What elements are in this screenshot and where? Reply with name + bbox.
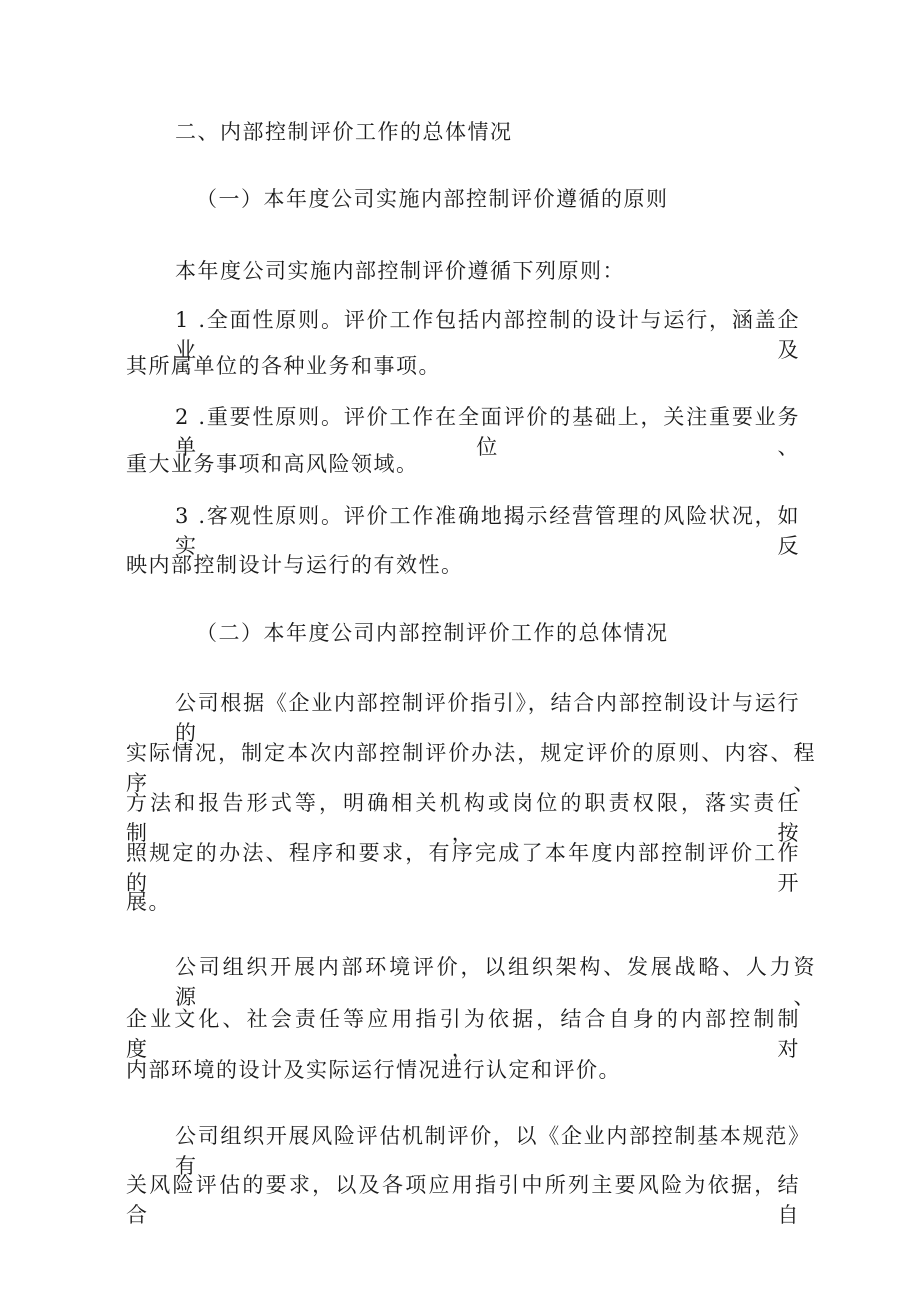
paragraph-1-line-1: 公司根据《企业内部控制评价指引》，结合内部控制设计与运行的 <box>175 691 800 745</box>
principles-intro: 本年度公司实施内部控制评价遵循下列原则： <box>175 259 625 283</box>
paragraph-1-line-4: 照规定的办法、程序和要求，有序完成了本年度内部控制评价工作的开 <box>126 841 800 895</box>
paragraph-2-line-3: 内部环境的设计及实际运行情况进行认定和评价。 <box>126 1058 621 1082</box>
paragraph-3-line-2: 关风险评估的要求，以及各项应用指引中所列主要风险为依据，结合自 <box>126 1173 800 1227</box>
principle-2-line-2: 重大业务事项和高风险领域。 <box>126 452 419 476</box>
principle-1-line-2: 其所属单位的各种业务和事项。 <box>126 354 441 378</box>
subsection-heading-1: （一）本年度公司实施内部控制评价遵循的原则 <box>196 187 669 211</box>
principle-3-line-2: 映内部控制设计与运行的有效性。 <box>126 553 464 577</box>
paragraph-1-line-3: 方法和报告形式等，明确相关机构或岗位的职责权限，落实责任制，按 <box>126 791 800 845</box>
paragraph-1-line-5: 展。 <box>126 890 171 914</box>
section-heading: 二、内部控制评价工作的总体情况 <box>175 120 513 144</box>
principle-1-line-1: 1 .全面性原则。评价工作包括内部控制的设计与运行，涵盖企业及 <box>175 308 800 362</box>
principle-2-line-1: 2 .重要性原则。评价工作在全面评价的基础上，关注重要业务单位、 <box>175 405 800 459</box>
principle-3-line-1: 3 .客观性原则。评价工作准确地揭示经营管理的风险状况，如实反 <box>175 504 800 558</box>
subsection-heading-2: （二）本年度公司内部控制评价工作的总体情况 <box>196 621 669 645</box>
paragraph-1-line-2: 实际情况，制定本次内部控制评价办法，规定评价的原则、内容、程序、 <box>126 741 816 795</box>
paragraph-3-line-1: 公司组织开展风险评估机制评价，以《企业内部控制基本规范》有 <box>175 1124 800 1178</box>
paragraph-2-line-1: 公司组织开展内部环境评价，以组织架构、发展战略、人力资源、 <box>175 955 816 1009</box>
paragraph-2-line-2: 企业文化、社会责任等应用指引为依据，结合自身的内部控制制度，对 <box>126 1007 800 1061</box>
